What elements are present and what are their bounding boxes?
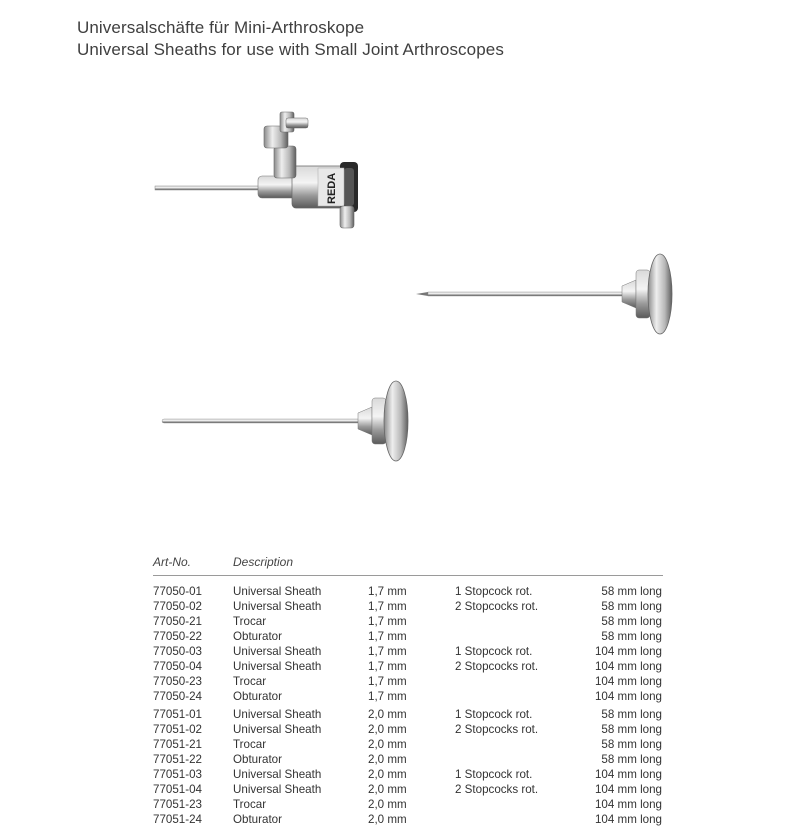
art-number: 77051-22 [153, 753, 202, 766]
art-number: 77051-24 [153, 813, 202, 826]
table-row [0, 600, 787, 615]
length: 104 mm long [594, 660, 662, 673]
description: Trocar [233, 615, 267, 628]
table-row [0, 645, 787, 660]
table-row [0, 690, 787, 705]
diameter: 1,7 mm [368, 615, 407, 628]
diameter: 2,0 mm [368, 813, 407, 826]
stopcock-info: 1 Stopcock rot. [455, 768, 533, 781]
length: 104 mm long [594, 645, 662, 658]
diameter: 1,7 mm [368, 600, 407, 613]
universal-sheath-illustration [155, 112, 358, 228]
diameter: 2,0 mm [368, 708, 407, 721]
art-number: 77050-21 [153, 615, 202, 628]
description: Obturator [233, 690, 282, 703]
description: Obturator [233, 753, 282, 766]
description: Universal Sheath [233, 768, 322, 781]
length: 104 mm long [594, 783, 662, 796]
diameter: 1,7 mm [368, 690, 407, 703]
diameter: 1,7 mm [368, 630, 407, 643]
table-row [0, 675, 787, 690]
length: 58 mm long [601, 615, 662, 628]
table-row [0, 753, 787, 768]
description: Trocar [233, 675, 267, 688]
description: Universal Sheath [233, 585, 322, 598]
diameter: 2,0 mm [368, 783, 407, 796]
description: Trocar [233, 798, 267, 811]
stopcock-info: 2 Stopcocks rot. [455, 723, 539, 736]
trocar-illustration [416, 254, 672, 334]
art-number: 77050-03 [153, 645, 202, 658]
description: Universal Sheath [233, 723, 322, 736]
length: 58 mm long [601, 723, 662, 736]
art-number: 77051-03 [153, 768, 202, 781]
description: Trocar [233, 738, 267, 751]
diameter: 1,7 mm [368, 585, 407, 598]
art-number: 77051-23 [153, 798, 202, 811]
header-art-no: Art-No. [153, 555, 192, 569]
art-number: 77050-23 [153, 675, 202, 688]
length: 58 mm long [601, 738, 662, 751]
table-row [0, 798, 787, 813]
length: 58 mm long [601, 630, 662, 643]
description: Obturator [233, 630, 282, 643]
table-row [0, 660, 787, 675]
table-row [0, 813, 787, 828]
stopcock-info: 1 Stopcock rot. [455, 585, 533, 598]
stopcock-info: 2 Stopcocks rot. [455, 660, 539, 673]
table-row [0, 630, 787, 645]
table-row [0, 708, 787, 723]
length: 104 mm long [594, 798, 662, 811]
table-row [0, 783, 787, 798]
length: 58 mm long [601, 585, 662, 598]
description: Universal Sheath [233, 600, 322, 613]
art-number: 77050-04 [153, 660, 202, 673]
table-row [0, 615, 787, 630]
stopcock-info: 2 Stopcocks rot. [455, 600, 539, 613]
art-number: 77051-21 [153, 738, 202, 751]
length: 58 mm long [601, 708, 662, 721]
description: Universal Sheath [233, 660, 322, 673]
diameter: 1,7 mm [368, 660, 407, 673]
description: Universal Sheath [233, 645, 322, 658]
art-number: 77051-04 [153, 783, 202, 796]
diameter: 2,0 mm [368, 768, 407, 781]
art-number: 77051-01 [153, 708, 202, 721]
length: 104 mm long [594, 768, 662, 781]
table-row [0, 585, 787, 600]
diameter: 2,0 mm [368, 723, 407, 736]
stopcock-info: 1 Stopcock rot. [455, 708, 533, 721]
table-row [0, 723, 787, 738]
description: Universal Sheath [233, 708, 322, 721]
diameter: 2,0 mm [368, 738, 407, 751]
header-description: Description [233, 555, 294, 569]
stopcock-info: 1 Stopcock rot. [455, 645, 533, 658]
art-number: 77051-02 [153, 723, 202, 736]
length: 104 mm long [594, 690, 662, 703]
art-number: 77050-24 [153, 690, 202, 703]
diameter: 1,7 mm [368, 675, 407, 688]
table-row [0, 768, 787, 783]
art-number: 77050-02 [153, 600, 202, 613]
art-number: 77050-22 [153, 630, 202, 643]
description: Obturator [233, 813, 282, 826]
stopcock-info: 2 Stopcocks rot. [455, 783, 539, 796]
header-divider [153, 575, 663, 576]
length: 58 mm long [601, 753, 662, 766]
diameter: 2,0 mm [368, 798, 407, 811]
title-english: Universal Sheaths for use with Small Joint Arthroscopes [77, 40, 504, 59]
length: 58 mm long [601, 600, 662, 613]
diameter: 1,7 mm [368, 645, 407, 658]
brand-label: REDA [326, 172, 338, 204]
diameter: 2,0 mm [368, 753, 407, 766]
obturator-illustration [162, 381, 408, 461]
length: 104 mm long [594, 675, 662, 688]
table-row [0, 738, 787, 753]
description: Universal Sheath [233, 783, 322, 796]
title-german: Universalschäfte für Mini-Arthroskope [77, 18, 365, 37]
length: 104 mm long [594, 813, 662, 826]
art-number: 77050-01 [153, 585, 202, 598]
